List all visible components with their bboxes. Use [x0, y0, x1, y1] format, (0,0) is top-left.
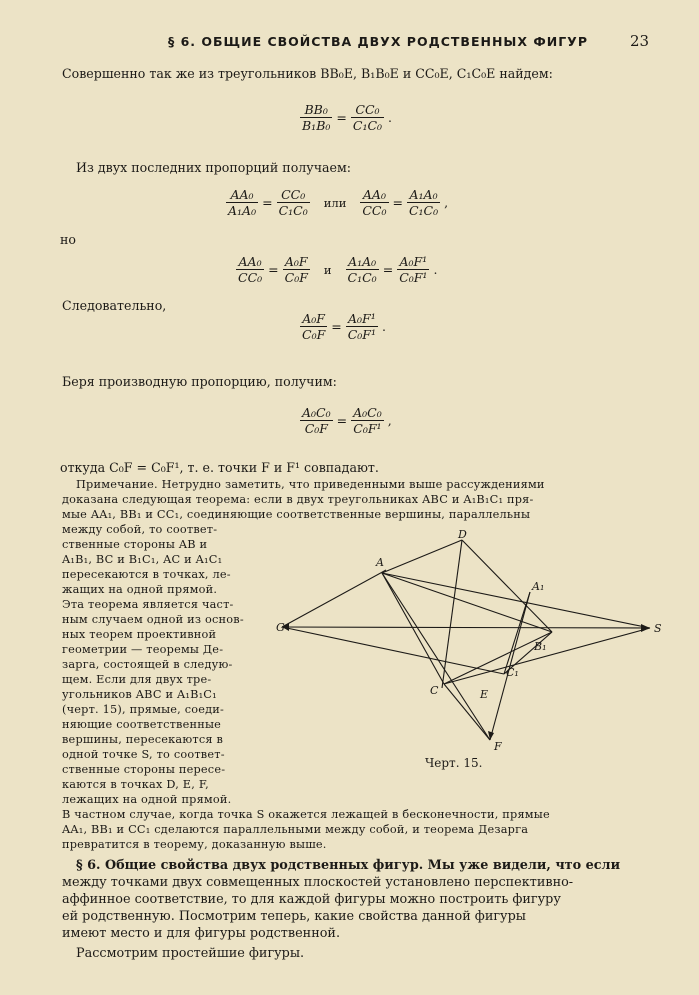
label-D: D — [458, 528, 467, 541]
label-E: E — [480, 688, 489, 701]
note-line: ственные стороны AB и — [62, 538, 208, 551]
label-A1: A₁ — [532, 580, 545, 593]
note-line: зарга, состоящей в следую- — [62, 658, 233, 671]
formula-3: $\frac{\text{AA₀}}{\text{CC₀}}$ = $\frac{\text{A₀F}}{\text{C₀F}}$ и $\frac{\text{A₁A₀}}{\text{C₁C₀}}$ = $\frac{\text{A₀F¹}}{\text{C₀F¹}}$ . — [238, 254, 438, 285]
text-line: откуда C₀F = C₀F¹, т. е. точки F и F¹ совпадают. — [60, 460, 379, 475]
section-line: ей родственную. Посмотрим теперь, какие свойства данной фигуры — [62, 909, 526, 924]
text-line: Беря производную пропорцию, получим: — [62, 374, 337, 389]
line-GC1 — [282, 627, 504, 674]
section-line: Рассмотрим простейшие фигуры. — [76, 946, 305, 961]
section-line: аффинное соответствие, то для каждой фигуры можно построить фигуру — [62, 892, 561, 907]
header-title: § 6. ОБЩИЕ СВОЙСТВА ДВУХ РОДСТВЕННЫХ ФИГУР — [168, 34, 588, 49]
page-number: 23 — [630, 32, 650, 50]
note-line: Примечание. Нетрудно заметить, что приведенными выше рассуждениями — [76, 478, 545, 491]
note-line: ным случаем одной из основ- — [62, 613, 244, 626]
line-DA — [382, 540, 462, 573]
label-F: F — [494, 740, 502, 753]
note-line: A₁B₁, BC и B₁C₁, AC и A₁C₁ — [62, 553, 223, 566]
note-line: няющие соответственные — [62, 718, 222, 731]
label-G: G — [276, 621, 285, 634]
note-line: угольников ABC и A₁B₁C₁ — [62, 688, 217, 701]
note-line: щем. Если для двух тре- — [62, 673, 212, 686]
label-C: C — [430, 684, 439, 697]
section-line: § 6. Общие свойства двух родственных фигур. Мы уже видели, что если — [76, 858, 621, 873]
line-DC — [442, 540, 462, 688]
note-line: каются в точках D, E, F, — [62, 778, 209, 791]
note-line: мые AA₁, BB₁ и CC₁, соединяющие соответственные вершины, параллельны — [62, 508, 531, 521]
arrow-S — [641, 624, 650, 632]
note-line: одной точке S, то соответ- — [62, 748, 225, 761]
label-A: A — [376, 556, 384, 569]
note-line: ственные стороны пересе- — [62, 763, 226, 776]
section-line: между точками двух совмещенных плоскостей установлено перспективно- — [62, 875, 574, 890]
note-line: ных теорем проективной — [62, 628, 217, 641]
section-line: имеют место и для фигуры родственной. — [62, 926, 341, 941]
formula-4: $\frac{\text{A₀F}}{\text{C₀F}}$ = $\frac{\text{A₀F¹}}{\text{C₀F¹}}$ . — [302, 311, 386, 342]
formula-5: $\frac{\text{A₀C₀}}{\text{C₀F}}$ = $\frac{\text{A₀C₀}}{\text{C₀F¹}}$ , — [302, 405, 392, 436]
text-line: но — [60, 232, 76, 247]
text-line: Следовательно, — [62, 298, 167, 313]
figure-caption: Черт. 15. — [425, 756, 483, 770]
note-line: В частном случае, когда точка S окажется лежащей в бесконечности, прямые — [62, 808, 550, 821]
note-line: жащих на одной прямой. — [62, 583, 218, 596]
label-B1: B₁ — [534, 640, 547, 653]
text-line: Из двух последних пропорций получаем: — [76, 160, 352, 175]
note-line: доказана следующая теорема: если в двух треугольниках ABC и A₁B₁C₁ пря- — [62, 493, 534, 506]
note-line: пересекаются в точках, ле- — [62, 568, 231, 581]
note-line: (черт. 15), прямые, соеди- — [62, 703, 225, 716]
text-line: Совершенно так же из треугольников BB₀E, B₁B₀E и CC₀E, C₁C₀E найдем: — [62, 66, 553, 81]
line-AF — [382, 573, 490, 740]
line-GA — [282, 570, 386, 627]
line-GS — [282, 627, 650, 628]
line-AC — [382, 573, 444, 684]
figure-15-diagram — [262, 528, 672, 754]
formula-2: $\frac{\text{AA₀}}{\text{A₁A₀}}$ = $\frac{\text{CC₀}}{\text{C₁C₀}}$ или $\frac{\text{AA₀}}{\text{CC₀}}$ = $\frac{\text{A₁A₀}}{\text{C₁C₀}}$ , — [228, 187, 449, 218]
label-C1: C₁ — [506, 666, 519, 679]
note-line: превратится в теорему, доказанную выше. — [62, 838, 327, 851]
note-line: AA₁, BB₁ и CC₁ сделаются параллельными между собой, и теорема Дезарга — [62, 823, 529, 836]
note-line: между собой, то соответ- — [62, 523, 218, 536]
note-line: лежащих на одной прямой. — [62, 793, 232, 806]
note-line: Эта теорема является част- — [62, 598, 234, 611]
note-line: геометрии — теоремы Де- — [62, 643, 224, 656]
formula-1: $\frac{\text{BB₀}}{\text{B₁B₀}}$ = $\frac{\text{CC₀}}{\text{C₁C₀}}$ . — [302, 102, 393, 133]
label-S: S — [654, 622, 662, 635]
running-header — [0, 34, 699, 54]
note-line: вершины, пересекаются в — [62, 733, 224, 746]
